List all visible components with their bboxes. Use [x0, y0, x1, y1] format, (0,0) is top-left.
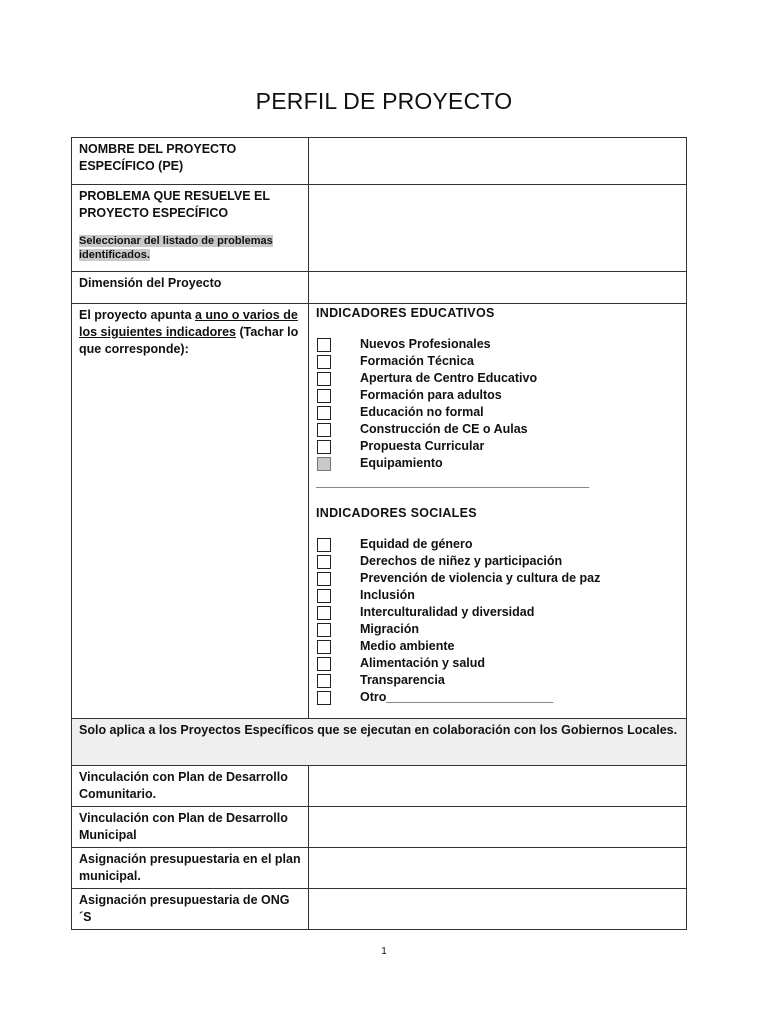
row-dimension — [72, 272, 687, 304]
indicator-label: Equipamiento — [360, 456, 443, 470]
indicator-label: Formación para adultos — [360, 388, 502, 402]
label-vinc-comunitario: Vinculación con Plan de Desarrollo Comunitario. — [72, 766, 309, 807]
checkbox[interactable] — [317, 674, 331, 688]
indicator-option[interactable] — [316, 387, 680, 404]
indicator-option[interactable] — [316, 570, 680, 587]
label-vinc-municipal: Vinculación con Plan de Desarrollo Municipal — [72, 807, 309, 848]
indicator-label: Interculturalidad y diversidad — [360, 605, 535, 619]
label-indicadores — [72, 304, 309, 719]
indicator-option[interactable] — [316, 672, 680, 689]
checkbox[interactable] — [317, 538, 331, 552]
indicator-label: Derechos de niñez y participación — [360, 554, 563, 568]
checkbox[interactable] — [317, 640, 331, 654]
checkbox[interactable] — [317, 623, 331, 637]
indicator-label: Construcción de CE o Aulas — [360, 422, 528, 436]
row-asig-ong — [72, 889, 687, 930]
checkbox[interactable] — [317, 355, 331, 369]
indicator-label: Prevención de violencia y cultura de paz — [360, 571, 601, 585]
label-asig-municipal: Asignación presupuestaria en el plan municipal. — [72, 848, 309, 889]
checkbox[interactable] — [317, 555, 331, 569]
checkbox[interactable] — [317, 372, 331, 386]
separator-line: _________________________________________ — [316, 475, 589, 489]
indicator-option[interactable] — [316, 353, 680, 370]
label-asig-ong: Asignación presupuestaria de ONG ´S — [72, 889, 309, 930]
checkbox[interactable] — [317, 423, 331, 437]
indicator-label: Transparencia — [360, 673, 445, 687]
field-asig-municipal[interactable] — [309, 848, 687, 889]
indicator-option[interactable] — [316, 438, 680, 455]
indicator-option[interactable] — [316, 370, 680, 387]
indicator-label: Otro________________________ — [360, 690, 554, 704]
checkbox[interactable] — [317, 589, 331, 603]
indicator-label: Nuevos Profesionales — [360, 337, 491, 351]
apunta-text-pre: El proyecto apunta — [79, 308, 195, 322]
field-vinc-municipal[interactable] — [309, 807, 687, 848]
indicator-option[interactable] — [316, 587, 680, 604]
field-asig-ong[interactable] — [309, 889, 687, 930]
checkbox[interactable] — [317, 457, 331, 471]
field-vinc-comunitario[interactable] — [309, 766, 687, 807]
page-number: 1 — [381, 946, 387, 957]
apunta-text-post: (Tachar lo que corresponde): — [79, 325, 299, 356]
indicator-option[interactable] — [316, 455, 680, 472]
indicator-option[interactable] — [316, 536, 680, 553]
field-dimension[interactable] — [309, 272, 687, 304]
apunta-text-underlined: a uno o varios de los siguientes indicadores — [79, 308, 298, 339]
row-gobiernos — [72, 719, 687, 766]
indicator-option[interactable] — [316, 404, 680, 421]
row-vinc-comunitario — [72, 766, 687, 807]
row-indicadores — [72, 304, 687, 719]
field-problema[interactable] — [309, 185, 687, 272]
indicator-option[interactable] — [316, 638, 680, 655]
sociales-list — [316, 536, 680, 706]
row-nombre — [72, 138, 687, 185]
indicator-label: Alimentación y salud — [360, 656, 486, 670]
checkbox[interactable] — [317, 657, 331, 671]
row-vinc-municipal — [72, 807, 687, 848]
checkbox[interactable] — [317, 406, 331, 420]
project-profile-form — [71, 137, 687, 930]
checkbox[interactable] — [317, 691, 331, 705]
indicator-label: Migración — [360, 622, 420, 636]
indicator-option[interactable] — [316, 604, 680, 621]
label-nombre: NOMBRE DEL PROYECTO ESPECÍFICO (PE) — [72, 138, 309, 185]
indicator-label: Medio ambiente — [360, 639, 455, 653]
label-problema: PROBLEMA QUE RESUELVE EL PROYECTO ESPECÍFICO — [79, 189, 270, 220]
educativos-list — [316, 336, 680, 472]
indicator-option[interactable] — [316, 621, 680, 638]
indicator-label: Propuesta Curricular — [360, 439, 485, 453]
checkbox[interactable] — [317, 440, 331, 454]
indicator-label: Educación no formal — [360, 405, 484, 419]
indicator-option[interactable] — [316, 553, 680, 570]
label-problema-cell — [72, 185, 309, 272]
indicator-option[interactable] — [316, 689, 680, 706]
checkbox[interactable] — [317, 606, 331, 620]
indicator-label: Equidad de género — [360, 537, 473, 551]
educativos-heading: INDICADORES EDUCATIVOS — [316, 306, 495, 320]
indicator-option[interactable] — [316, 336, 680, 353]
checkbox[interactable] — [317, 389, 331, 403]
field-nombre[interactable] — [309, 138, 687, 185]
checkbox[interactable] — [317, 572, 331, 586]
indicator-label: Apertura de Centro Educativo — [360, 371, 538, 385]
sociales-heading: INDICADORES SOCIALES — [316, 506, 477, 520]
indicator-label: Formación Técnica — [360, 354, 474, 368]
row-problema — [72, 185, 687, 272]
label-gobiernos: Solo aplica a los Proyectos Específicos que se ejecutan en colaboración con los Gobiernos Locales. — [72, 719, 687, 766]
indicator-label: Inclusión — [360, 588, 415, 602]
indicator-option[interactable] — [316, 655, 680, 672]
problema-hint: Seleccionar del listado de problemas identificados. — [79, 235, 273, 261]
label-dimension: Dimensión del Proyecto — [72, 272, 309, 304]
indicadores-cell — [309, 304, 687, 719]
indicator-option[interactable] — [316, 421, 680, 438]
checkbox[interactable] — [317, 338, 331, 352]
row-asig-municipal — [72, 848, 687, 889]
page-title: PERFIL DE PROYECTO — [255, 88, 513, 114]
